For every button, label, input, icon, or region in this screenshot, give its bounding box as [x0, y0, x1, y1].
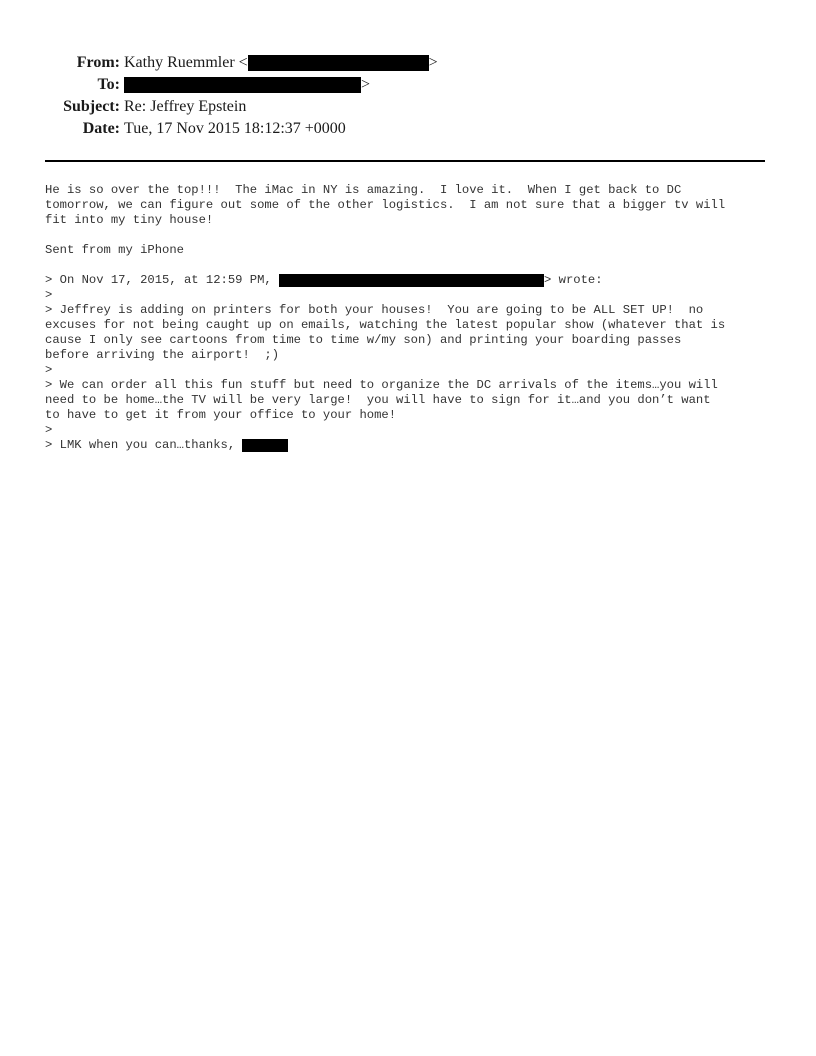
quote-line: cause I only see cartoons from time to time w/my son) and printing your boarding passes [45, 333, 682, 347]
quote-marker-line: > [45, 288, 53, 302]
blank-line [45, 258, 775, 273]
quote-marker-line: > [45, 423, 53, 437]
subject-row [40, 96, 440, 118]
redaction-box [124, 77, 361, 93]
reply-line: tomorrow, we can figure out some of the other logistics. I am not sure that a bigger tv will [45, 198, 726, 212]
reply-line: fit into my tiny house! [45, 213, 214, 227]
to-close: > [361, 76, 371, 93]
date-label: Date: [82, 120, 120, 137]
quote-line: before arriving the airport! ;) [45, 348, 280, 362]
quote-closing [45, 438, 775, 453]
to-row [40, 74, 440, 96]
from-row [40, 52, 440, 74]
to-label: To: [97, 76, 120, 93]
redaction-box [279, 274, 544, 287]
quote-closing-prefix: > LMK when you can…thanks, [45, 438, 243, 452]
quote-line: excuses for not being caught up on emails, watching the latest popular show (whatever that is [45, 318, 726, 332]
redaction-box [248, 55, 429, 71]
quote-intro-prefix: > On Nov 17, 2015, at 12:59 PM, [45, 273, 280, 287]
from-close: > [428, 54, 438, 71]
quote-line: > We can order all this fun stuff but need to organize the DC arrivals of the items…you will [45, 378, 718, 392]
quote-line: need to be home…the TV will be very large! you will have to sign for it…and you don’t want [45, 393, 711, 407]
blank-line [45, 228, 775, 243]
quote-line: to have to get it from your office to your home! [45, 408, 397, 422]
quote-line: > Jeffrey is adding on printers for both your houses! You are going to be ALL SET UP! no [45, 303, 704, 317]
subject-label: Subject: [63, 98, 120, 115]
email-header [40, 52, 440, 140]
date-value: Tue, 17 Nov 2015 18:12:37 +0000 [124, 120, 346, 137]
to-value [124, 74, 370, 96]
from-label: From: [76, 54, 120, 71]
email-body [45, 183, 775, 453]
header-divider [45, 160, 765, 162]
quote-marker-line: > [45, 363, 53, 377]
reply-line: He is so over the top!!! The iMac in NY is amazing. I love it. When I get back to DC [45, 183, 682, 197]
from-name: Kathy Ruemmler < [124, 54, 248, 71]
subject-value: Re: Jeffrey Epstein [124, 98, 247, 115]
date-row [40, 118, 440, 140]
redaction-box [242, 439, 288, 452]
quote-intro-suffix: > wrote: [544, 273, 603, 287]
signature-line: Sent from my iPhone [45, 243, 184, 257]
quote-intro [45, 273, 775, 288]
from-value [124, 52, 438, 74]
